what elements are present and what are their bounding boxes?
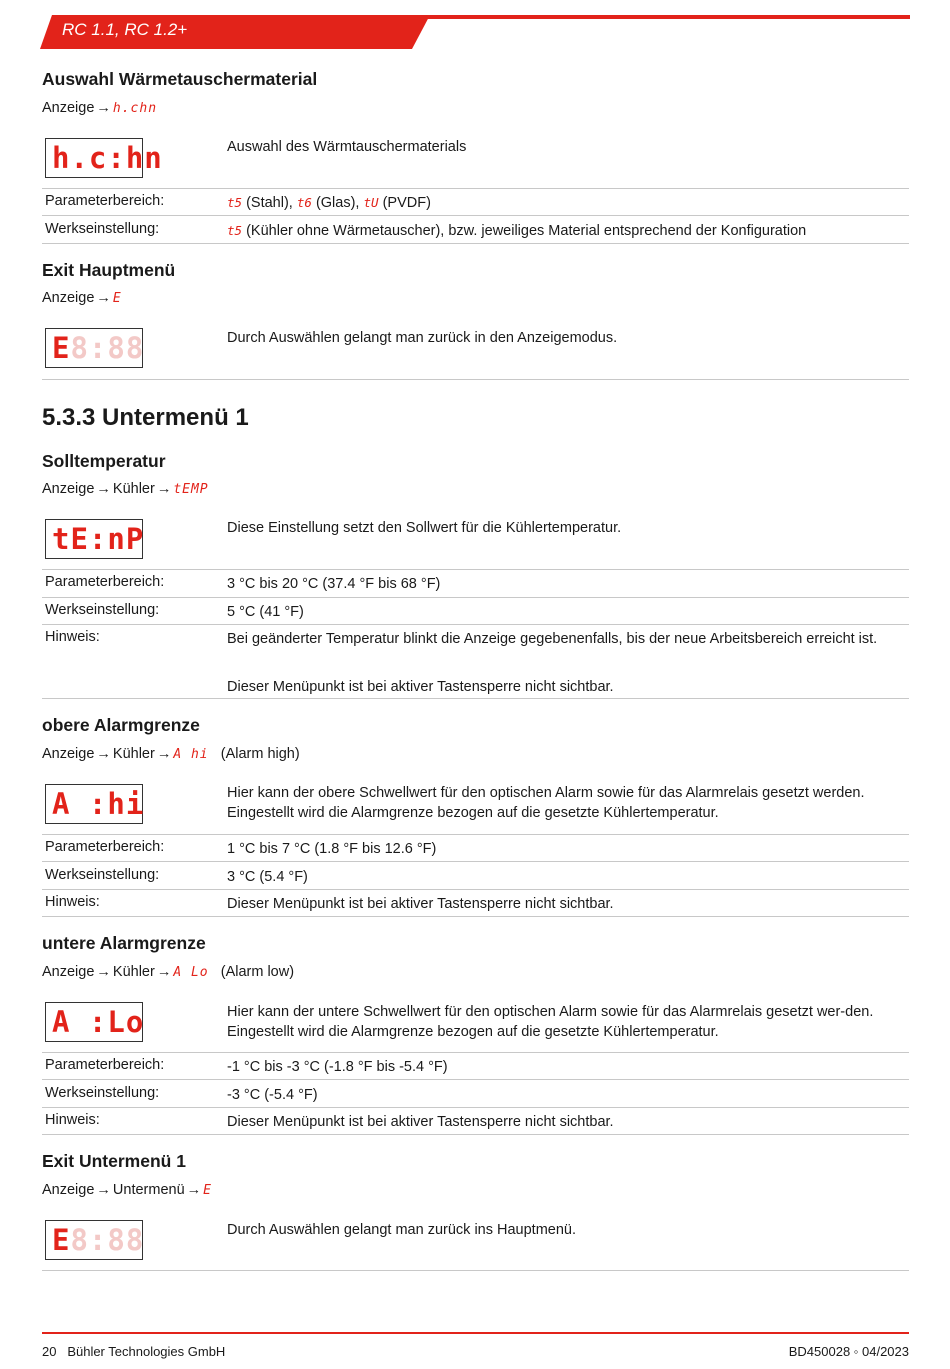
s6-title: Exit Untermenü 1 <box>42 1151 186 1171</box>
param-text: (Glas), <box>311 195 364 211</box>
arrow-icon: → <box>186 1182 202 1198</box>
arrow-icon: → <box>96 100 111 116</box>
s3-description: Diese Einstellung setzt den Sollwert für die Kühlertemperatur. <box>227 520 622 536</box>
s3-title: Solltemperatur <box>42 451 166 471</box>
divider <box>42 834 909 835</box>
path-prefix: Anzeige <box>42 481 95 497</box>
s2-path <box>42 290 122 306</box>
s1-werk-value <box>227 221 907 241</box>
lcd-digits: E8:88 <box>52 1223 145 1257</box>
arrow-icon: → <box>96 1182 111 1198</box>
divider <box>42 889 909 890</box>
s1-path <box>42 100 157 116</box>
arrow-icon: → <box>96 964 111 980</box>
s4-param-label: Parameterbereich: <box>45 839 165 855</box>
path-code: A hi <box>173 747 209 762</box>
path-note: (Alarm high) <box>220 746 300 762</box>
header-rule <box>420 15 910 19</box>
divider <box>42 215 909 216</box>
s2-description: Durch Auswählen gelangt man zurück in den Anzeigemodus. <box>227 330 618 346</box>
s3-hinweis-label: Hinweis: <box>45 629 100 645</box>
path-mid: Kühler <box>112 481 155 497</box>
s3-werk-value: 5 °C (41 °F) <box>227 604 304 620</box>
s1-description: Auswahl des Wärmtauschermaterials <box>227 139 467 155</box>
s3-lcd-display <box>45 519 143 559</box>
divider <box>42 597 909 598</box>
s5-path <box>42 964 294 980</box>
s4-werk-value: 3 °C (5.4 °F) <box>227 869 308 885</box>
divider <box>42 188 909 189</box>
s4-lcd-display <box>45 784 143 824</box>
s5-description: Hier kann der untere Schwellwert für den optischen Alarm sowie für das Alarmrelais gesetzt wer-den. Eingestellt wird die Alarmgrenze bezogen auf die gesetzte Kühlertemperatur. <box>227 1004 874 1040</box>
s4-werk-label: Werkseinstellung: <box>45 867 160 883</box>
s1-param-value <box>227 193 907 213</box>
arrow-icon: → <box>156 964 172 980</box>
divider <box>42 1134 909 1135</box>
company-name: Bühler Technologies GmbH <box>67 1344 226 1359</box>
page-number: 20 <box>42 1344 57 1359</box>
divider <box>42 569 909 570</box>
s3-param-label: Parameterbereich: <box>45 574 165 590</box>
divider <box>42 698 909 699</box>
path-code: E <box>112 291 122 306</box>
arrow-icon: → <box>156 746 172 762</box>
s3-path <box>42 481 209 497</box>
s3-hinweis-value-2: Dieser Menüpunkt ist bei aktiver Tastensperre nicht sichtbar. <box>227 679 614 695</box>
lcd-digits: A :Lo <box>52 1005 145 1039</box>
s5-lcd-display <box>45 1002 143 1042</box>
path-prefix: Anzeige <box>42 1182 95 1198</box>
arrow-icon: → <box>156 481 172 497</box>
header-title: RC 1.1, RC 1.2+ <box>62 20 188 39</box>
divider <box>42 1079 909 1080</box>
s4-hinweis-label: Hinweis: <box>45 894 100 910</box>
path-mid: Kühler <box>112 746 155 762</box>
s6-path <box>42 1182 212 1198</box>
werk-text: (Kühler ohne Wärmetauscher), bzw. jeweiliges Material entsprechend der Konfiguration <box>242 223 807 239</box>
s4-hinweis-value: Dieser Menüpunkt ist bei aktiver Tastensperre nicht sichtbar. <box>227 896 614 912</box>
divider <box>42 861 909 862</box>
divider <box>42 916 909 917</box>
footer-docref: BD450028 ◦ 04/2023 <box>788 1344 909 1359</box>
divider <box>42 1107 909 1108</box>
code-t5: t5 <box>227 195 243 210</box>
s3-werk-label: Werkseinstellung: <box>45 602 160 618</box>
lcd-digits: E8:88 <box>52 331 145 365</box>
s5-param-value: -1 °C bis -3 °C (-1.8 °F bis -5.4 °F) <box>227 1059 448 1075</box>
s1-lcd-display <box>45 138 163 178</box>
s1-param-label: Parameterbereich: <box>45 193 165 209</box>
s4-path <box>42 746 300 762</box>
param-text: (PVDF) <box>378 195 431 211</box>
s2-title: Exit Hauptmenü <box>42 260 176 280</box>
arrow-icon: → <box>96 481 111 497</box>
s5-hinweis-label: Hinweis: <box>45 1112 100 1128</box>
header-bar <box>40 15 910 49</box>
footer-left <box>42 1344 225 1359</box>
path-prefix: Anzeige <box>42 746 95 762</box>
path-prefix: Anzeige <box>42 100 95 116</box>
path-mid: Kühler <box>112 964 155 980</box>
path-mid: Untermenü <box>112 1182 185 1198</box>
s5-werk-label: Werkseinstellung: <box>45 1085 160 1101</box>
s3-param-value: 3 °C bis 20 °C (37.4 °F bis 68 °F) <box>227 576 441 592</box>
s5-werk-value: -3 °C (-5.4 °F) <box>227 1087 318 1103</box>
s4-param-value: 1 °C bis 7 °C (1.8 °F bis 12.6 °F) <box>227 841 437 857</box>
s6-description: Durch Auswählen gelangt man zurück ins Hauptmenü. <box>227 1222 576 1238</box>
s6-lcd-display <box>45 1220 143 1260</box>
s1-werk-label: Werkseinstellung: <box>45 221 160 237</box>
path-note: (Alarm low) <box>220 964 295 980</box>
path-prefix: Anzeige <box>42 290 95 306</box>
lcd-digits: h.c:hn <box>52 141 163 175</box>
path-prefix: Anzeige <box>42 964 95 980</box>
code-t5: t5 <box>227 223 243 238</box>
divider <box>42 624 909 625</box>
code-t6: t6 <box>296 195 312 210</box>
s5-param-label: Parameterbereich: <box>45 1057 165 1073</box>
arrow-icon: → <box>96 746 111 762</box>
s2-lcd-display <box>45 328 143 368</box>
lcd-digits: A :hi <box>52 787 145 821</box>
path-code: E <box>203 1183 212 1198</box>
lcd-digits: tE:nP <box>52 522 145 556</box>
divider <box>42 1270 909 1271</box>
s3-hinweis-value-1: Bei geänderter Temperatur blinkt die Anzeige gegebenenfalls, bis der neue Arbeitsbereich erreicht ist. <box>227 631 878 647</box>
s1-title: Auswahl Wärmetauschermaterial <box>42 69 318 89</box>
section-heading: 5.3.3 Untermenü 1 <box>42 404 249 431</box>
divider <box>42 1052 909 1053</box>
footer-rule <box>42 1332 909 1334</box>
s5-hinweis-value: Dieser Menüpunkt ist bei aktiver Tastensperre nicht sichtbar. <box>227 1114 614 1130</box>
param-text: (Stahl), <box>242 195 297 211</box>
path-code: h.chn <box>112 101 158 116</box>
code-tu: tU <box>363 195 379 210</box>
divider <box>42 379 909 380</box>
arrow-icon: → <box>96 290 111 306</box>
s5-title: untere Alarmgrenze <box>42 933 206 953</box>
divider <box>42 243 909 244</box>
s4-title: obere Alarmgrenze <box>42 715 200 735</box>
path-code: A Lo <box>173 965 209 980</box>
path-code: tEMP <box>173 482 209 497</box>
s4-description: Hier kann der obere Schwellwert für den optischen Alarm sowie für das Alarmrelais gesetzt werden. Eingestellt wird die Alarmgrenze bezogen auf die gesetzte Kühlertemperatur. <box>227 785 865 821</box>
